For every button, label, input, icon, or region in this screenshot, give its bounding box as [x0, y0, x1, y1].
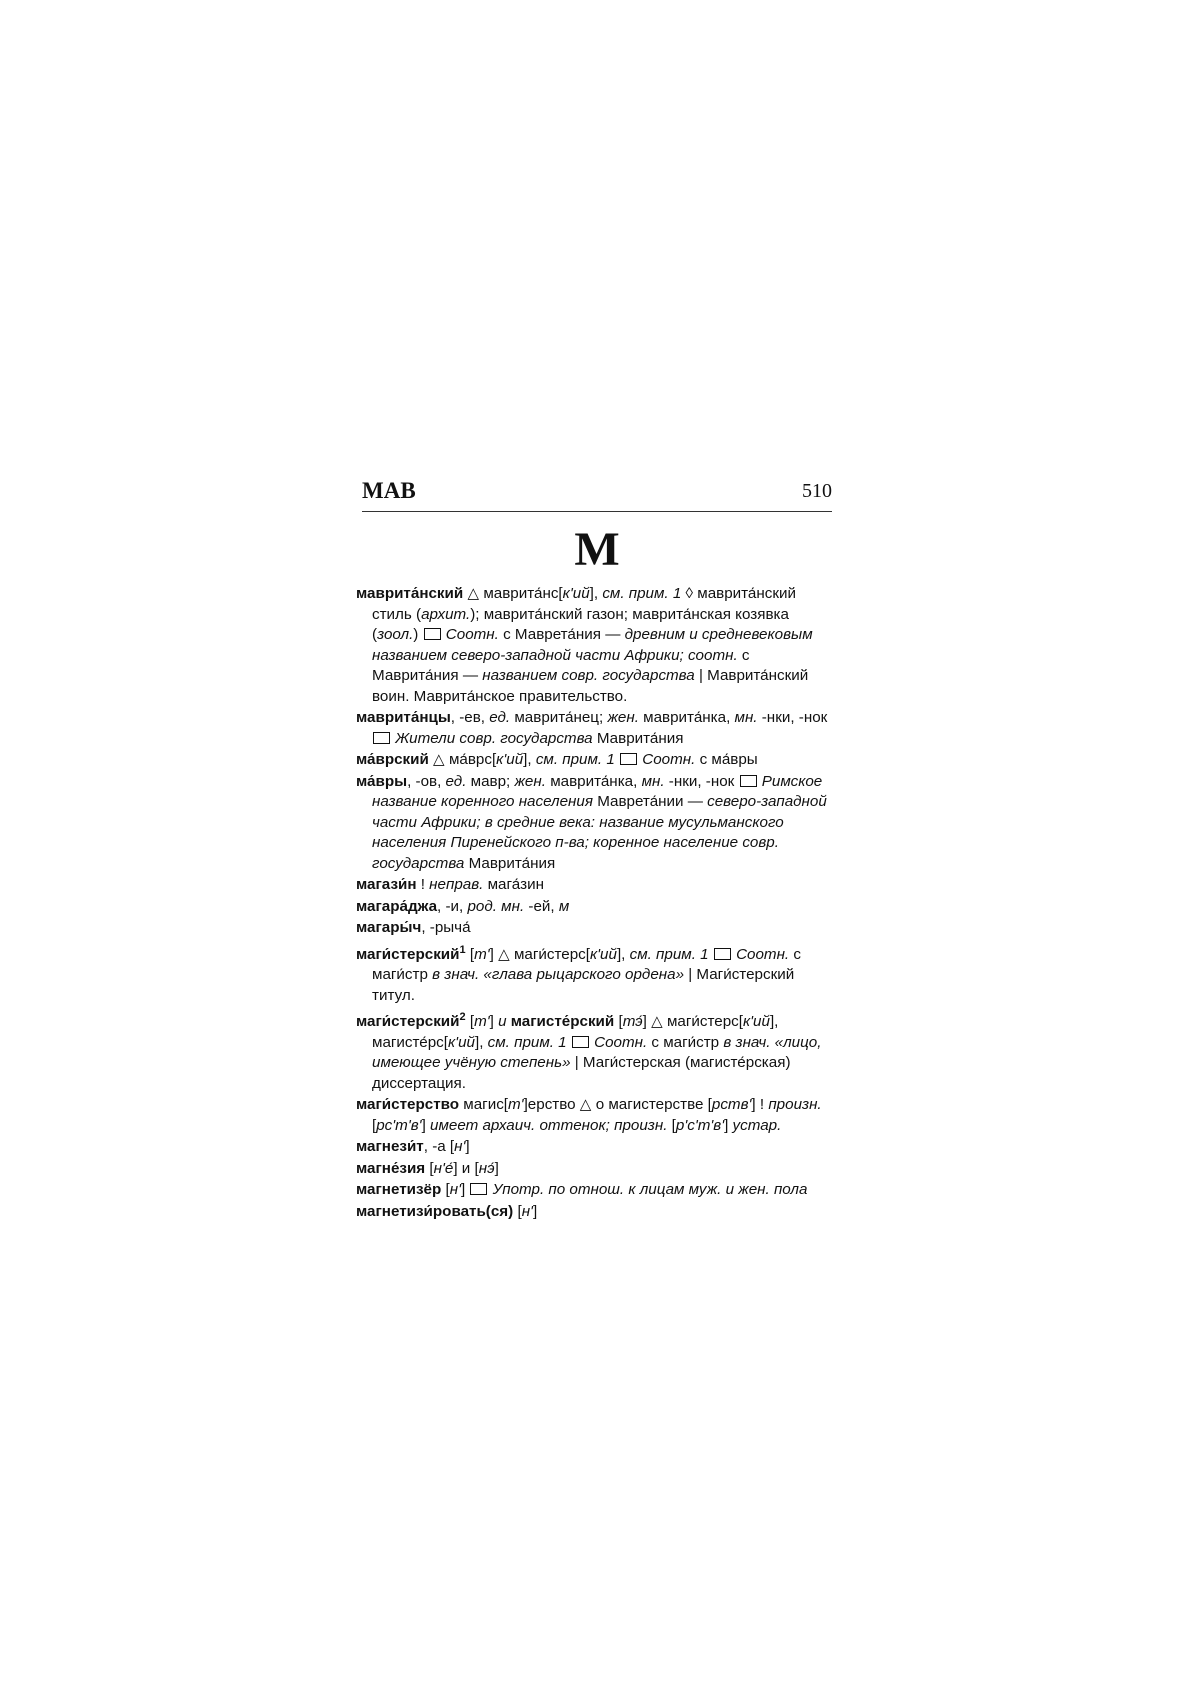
headword: магара́джа — [356, 897, 438, 915]
entry-text: ]ерство △ о магистерстве [ — [523, 1096, 712, 1114]
headword: магне́зия — [356, 1159, 426, 1177]
header-rule — [362, 511, 832, 512]
entry-text: △ ма́врс[ — [428, 751, 497, 768]
entry-text: ], — [523, 751, 536, 768]
italic-note: мн. — [641, 772, 665, 790]
headword: ма́врский — [356, 751, 429, 768]
entry-text: ] — [724, 1116, 733, 1134]
italic-note: рс'т'в' — [376, 1116, 422, 1134]
dictionary-entry — [356, 1202, 836, 1223]
entry-list — [356, 584, 836, 1223]
italic-note: названием совр. государства — [482, 667, 695, 684]
italic-note: устар. — [732, 1116, 782, 1134]
entry-text: ] — [494, 1159, 499, 1177]
entry-text: с Маврета́ния — — [503, 626, 625, 643]
italic-note: см. прим. 1 — [602, 585, 682, 602]
entry-text: мавр; — [466, 772, 515, 790]
entry-text: ] — [421, 1116, 431, 1134]
entry-text: ], — [616, 945, 630, 963]
italic-note: жен. — [607, 709, 639, 726]
entry-text: , -рыча́ — [421, 919, 471, 936]
entry-text: [ — [465, 945, 475, 963]
entry-text: маврита́нка, — [638, 709, 735, 726]
entry-text: [ — [425, 1159, 434, 1177]
italic-note: к'ий — [448, 1033, 475, 1051]
dictionary-entry — [356, 1007, 836, 1094]
box-symbol-icon — [714, 948, 731, 960]
italic-note: к'ий — [562, 585, 590, 602]
headword: маврита́нский — [356, 585, 464, 602]
italic-note: р'с'т'в' — [675, 1116, 725, 1134]
dictionary-entry — [356, 772, 836, 875]
entry-text: ] ! — [751, 1096, 769, 1114]
headword: магнетизёр — [356, 1181, 442, 1199]
entry-text: ); маврита́нский газон; маврита́нская козявка ( — [372, 605, 789, 643]
dictionary-entry — [356, 1095, 836, 1136]
italic-note: см. прим. 1 — [629, 945, 709, 963]
italic-note: мн. — [734, 709, 758, 726]
headword: маги́стерский — [356, 1013, 460, 1031]
entry-text: | Маврита́нский воин. Маврита́нское правительство. — [372, 667, 809, 705]
entry-text: ] — [532, 1202, 538, 1220]
entry-text: маврита́нка, — [545, 772, 642, 790]
section-letter: М — [574, 523, 620, 576]
italic-note: н' — [449, 1181, 461, 1199]
italic-note: см. прим. 1 — [487, 1033, 567, 1051]
entry-text: ], магисте́рс[ — [372, 1013, 779, 1051]
italic-note: произн. — [768, 1096, 822, 1114]
entry-text: ] — [489, 1013, 499, 1031]
italic-note: рств' — [711, 1096, 752, 1114]
italic-note: ед. — [489, 709, 511, 726]
entry-text: ◊ маврита́нский стиль ( — [372, 585, 796, 623]
headword: маги́стерство — [356, 1096, 460, 1114]
italic-note: в знач. «глава рыцарского ордена» — [432, 966, 685, 984]
italic-note: жен. — [514, 772, 546, 790]
dictionary-entry — [356, 918, 836, 939]
entry-text: [ — [667, 1116, 676, 1134]
dictionary-entry — [356, 1137, 836, 1158]
italic-note: Соотн. — [441, 626, 504, 643]
dictionary-entry — [356, 750, 836, 771]
dictionary-entry — [356, 940, 836, 1007]
box-symbol-icon — [373, 732, 390, 744]
italic-note: н'е́ — [433, 1159, 454, 1177]
entry-text: ] △ маги́стерс[ — [642, 1013, 743, 1031]
headword: магнетизи́ровать(ся) — [356, 1202, 514, 1220]
dictionary-entry — [356, 1159, 836, 1180]
italic-note: т' — [508, 1096, 524, 1114]
entry-text: -нки, -нок — [664, 772, 739, 790]
homonym-index: 2 — [459, 1011, 466, 1024]
entry-text: ], — [589, 585, 603, 602]
italic-note: м — [558, 897, 570, 915]
entry-text: мага́зин — [483, 876, 544, 893]
headword: магази́н — [356, 876, 417, 893]
entry-text: , -а [ — [423, 1138, 455, 1156]
entry-text: Маврита́ния — [592, 729, 684, 747]
entry-text: , -ов, — [407, 772, 446, 790]
italic-note: тэ́ — [622, 1013, 643, 1031]
box-symbol-icon — [740, 775, 757, 787]
italic-note: к'ий — [589, 945, 617, 963]
entry-text — [615, 751, 619, 768]
entry-text: ] и [ — [453, 1159, 479, 1177]
italic-note: Соотн. — [589, 1033, 648, 1051]
homonym-index: 1 — [459, 943, 466, 956]
dictionary-entry — [356, 1180, 836, 1201]
headword: магисте́рский — [506, 1013, 615, 1031]
headword: магары́ч — [356, 919, 422, 936]
entry-text: △ маврита́нс[ — [463, 585, 563, 602]
italic-note: см. прим. 1 — [535, 751, 615, 768]
entry-text: магис[ — [459, 1096, 509, 1114]
entry-text: [ — [465, 1013, 475, 1031]
italic-note: Римское название коренного населения — [372, 772, 823, 810]
italic-note: неправ. — [429, 876, 484, 893]
italic-note: род. мн. — [467, 897, 525, 915]
italic-note: зоол. — [377, 626, 414, 643]
entry-text: ] — [461, 1181, 470, 1199]
entry-text: ] △ маги́стерс[ — [489, 945, 590, 963]
dictionary-entry — [356, 584, 836, 707]
entry-text: [ — [513, 1202, 522, 1220]
page-header — [362, 478, 832, 508]
headword: ма́вры — [356, 772, 408, 790]
dictionary-entry — [356, 708, 836, 749]
italic-note: и — [498, 1013, 507, 1031]
italic-note: к'ий — [496, 751, 524, 768]
italic-note: ед. — [445, 772, 467, 790]
entry-text: [ — [372, 1116, 377, 1134]
entry-text: с маги́стр — [647, 1033, 724, 1051]
dictionary-entry — [356, 897, 836, 918]
entry-text: ) — [413, 626, 423, 643]
entry-text: Маврета́нии — — [592, 793, 708, 810]
entry-text: , -и, — [437, 897, 468, 915]
entry-text: ] — [465, 1138, 470, 1156]
entry-text: маврита́нец; — [510, 709, 608, 726]
headword: маврита́нцы — [356, 709, 451, 726]
entry-text — [567, 1034, 571, 1051]
italic-note: т' — [474, 945, 490, 963]
headword: маги́стерский — [356, 945, 460, 963]
italic-note: имеет архаич. оттенок; произн. — [430, 1116, 668, 1134]
italic-note: н' — [454, 1138, 466, 1156]
entry-text: Маврита́ния — [464, 854, 556, 872]
box-symbol-icon — [620, 753, 637, 765]
running-head: МАВ — [362, 478, 416, 503]
entry-text: с маги́стр — [372, 945, 801, 984]
entry-text: -ей, — [524, 897, 559, 915]
entry-text: с Маврита́ния — — [372, 646, 750, 684]
headword: магнези́т — [356, 1138, 424, 1156]
entry-text: ! — [416, 876, 430, 893]
italic-note: древним и средневековым названием северо-западной части Африки; соотн. — [372, 626, 813, 664]
italic-note: нэ́ — [478, 1159, 495, 1177]
italic-note: к'ий — [742, 1013, 770, 1031]
box-symbol-icon — [572, 1036, 589, 1048]
italic-note: н' — [521, 1202, 533, 1220]
entry-text: с ма́вры — [695, 751, 758, 768]
italic-note: т' — [474, 1013, 490, 1031]
entry-text: | Маги́стерская (магисте́рская) диссертация. — [372, 1054, 791, 1092]
entry-text: ], — [474, 1033, 488, 1051]
italic-note: северо-западной части Африки; в средние века: название мусульманского населения Пиренейского п-ва; коренное население совр. государства — [372, 793, 827, 872]
italic-note: Жители совр. государства — [391, 729, 593, 747]
dictionary-entry — [356, 875, 836, 896]
entry-text: [ — [614, 1013, 623, 1031]
box-symbol-icon — [470, 1183, 487, 1195]
italic-note: архит. — [421, 605, 471, 623]
entry-text: | Маги́стерский титул. — [372, 966, 795, 1004]
entry-text: , -ев, — [450, 709, 490, 726]
entry-text: [ — [441, 1181, 450, 1199]
page-number: 510 — [802, 480, 832, 502]
italic-note: Соотн. — [731, 945, 790, 963]
entry-text — [709, 946, 713, 963]
italic-note: в знач. «лицо, имеющее учёную степень» — [372, 1033, 822, 1072]
entry-text: -нки, -нок — [757, 709, 828, 726]
box-symbol-icon — [424, 628, 441, 640]
italic-note: Соотн. — [638, 751, 696, 768]
italic-note: Употр. по отнош. к лицам муж. и жен. пола — [488, 1181, 808, 1199]
